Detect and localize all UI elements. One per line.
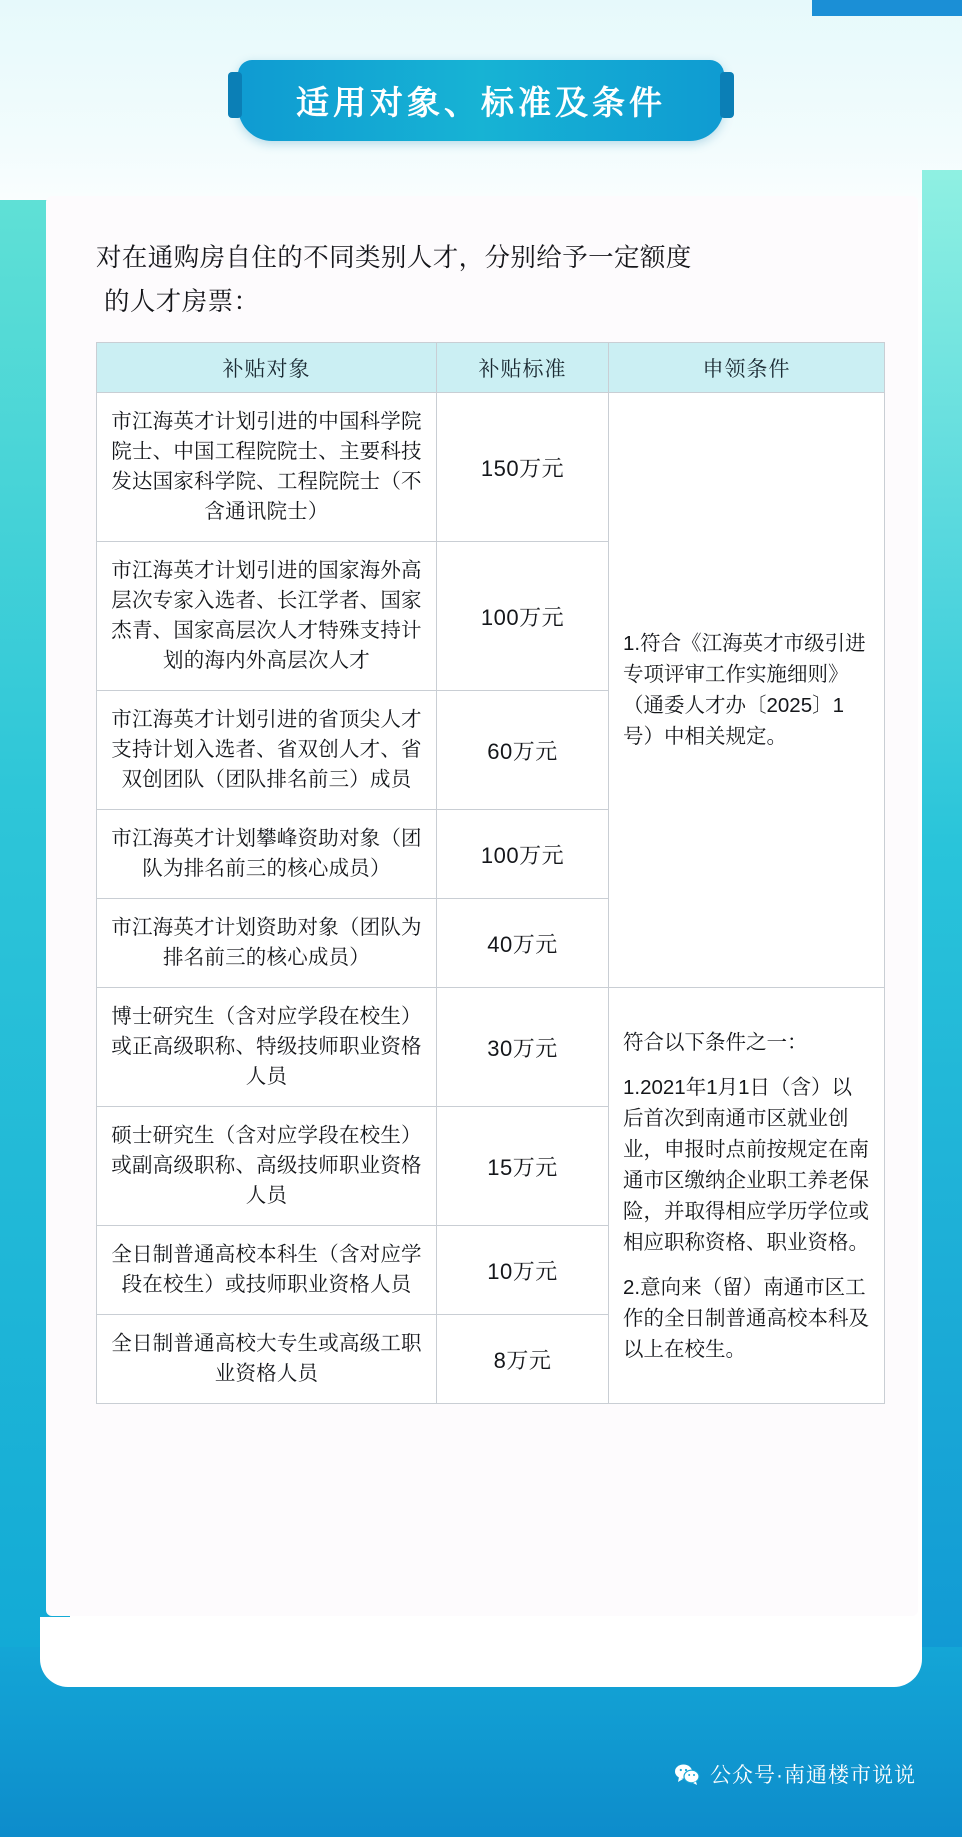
cell-object: 市江海英才计划攀峰资助对象（团队为排名前三的核心成员） xyxy=(97,810,437,899)
cell-object: 硕士研究生（含对应学段在校生）或副高级职称、高级技师职业资格人员 xyxy=(97,1107,437,1226)
cell-condition-group-2 xyxy=(609,988,885,1404)
cell-object: 全日制普通高校大专生或高级工职业资格人员 xyxy=(97,1315,437,1404)
background-corner-block xyxy=(812,0,962,16)
page-title: 适用对象、标准及条件 xyxy=(238,60,724,141)
table-header-row xyxy=(97,343,885,393)
footer-account-name: 公众号·南通楼市说说 xyxy=(710,1764,916,1787)
background-card-foot xyxy=(40,1617,922,1687)
cell-amount: 10万元 xyxy=(437,1226,609,1315)
cell-amount: 8万元 xyxy=(437,1315,609,1404)
table-row xyxy=(97,393,885,542)
title-banner-wrapper xyxy=(0,60,962,141)
lead-line-1: 对在通购房自住的不同类别人才，分别给予一定额度 xyxy=(96,244,692,272)
wechat-icon xyxy=(674,1763,700,1785)
cell-amount: 100万元 xyxy=(437,542,609,691)
lead-paragraph xyxy=(96,236,890,324)
condition-item-2: 2.意向来（留）南通市区工作的全日制普通高校本科及以上在校生。 xyxy=(623,1275,869,1361)
cell-object: 市江海英才计划资助对象（团队为排名前三的核心成员） xyxy=(97,899,437,988)
subsidy-table xyxy=(96,342,885,1404)
column-header-condition: 申领条件 xyxy=(609,343,885,393)
table-row xyxy=(97,988,885,1107)
cell-object: 全日制普通高校本科生（含对应学段在校生）或技师职业资格人员 xyxy=(97,1226,437,1315)
cell-object: 市江海英才计划引进的中国科学院院士、中国工程院院士、主要科技发达国家科学院、工程院院士（不含通讯院士） xyxy=(97,393,437,542)
cell-amount: 15万元 xyxy=(437,1107,609,1226)
background-right-stripe xyxy=(922,170,962,1670)
condition-intro: 符合以下条件之一： xyxy=(623,1030,808,1054)
column-header-object: 补贴对象 xyxy=(97,343,437,393)
content-card xyxy=(46,196,918,1616)
cell-object: 博士研究生（含对应学段在校生）或正高级职称、特级技师职业资格人员 xyxy=(97,988,437,1107)
footer-byline xyxy=(674,1759,916,1789)
cell-amount: 100万元 xyxy=(437,810,609,899)
cell-amount: 150万元 xyxy=(437,393,609,542)
cell-object: 市江海英才计划引进的国家海外高层次专家入选者、长江学者、国家杰青、国家高层次人才特殊支持计划的海内外高层次人才 xyxy=(97,542,437,691)
cell-amount: 60万元 xyxy=(437,691,609,810)
column-header-standard: 补贴标准 xyxy=(437,343,609,393)
condition-item-1: 1.2021年1月1日（含）以后首次到南通市区就业创业，申报时点前按规定在南通市区缴纳企业职工养老保险，并取得相应学历学位或相应职称资格、职业资格。 xyxy=(623,1075,869,1254)
cell-condition-group-1: 1.符合《江海英才市级引进专项评审工作实施细则》（通委人才办〔2025〕1号）中相关规定。 xyxy=(609,393,885,988)
lead-line-2: 的人才房票： xyxy=(104,288,260,316)
cell-object: 市江海英才计划引进的省顶尖人才支持计划入选者、省双创人才、省双创团队（团队排名前三）成员 xyxy=(97,691,437,810)
cell-amount: 40万元 xyxy=(437,899,609,988)
cell-amount: 30万元 xyxy=(437,988,609,1107)
